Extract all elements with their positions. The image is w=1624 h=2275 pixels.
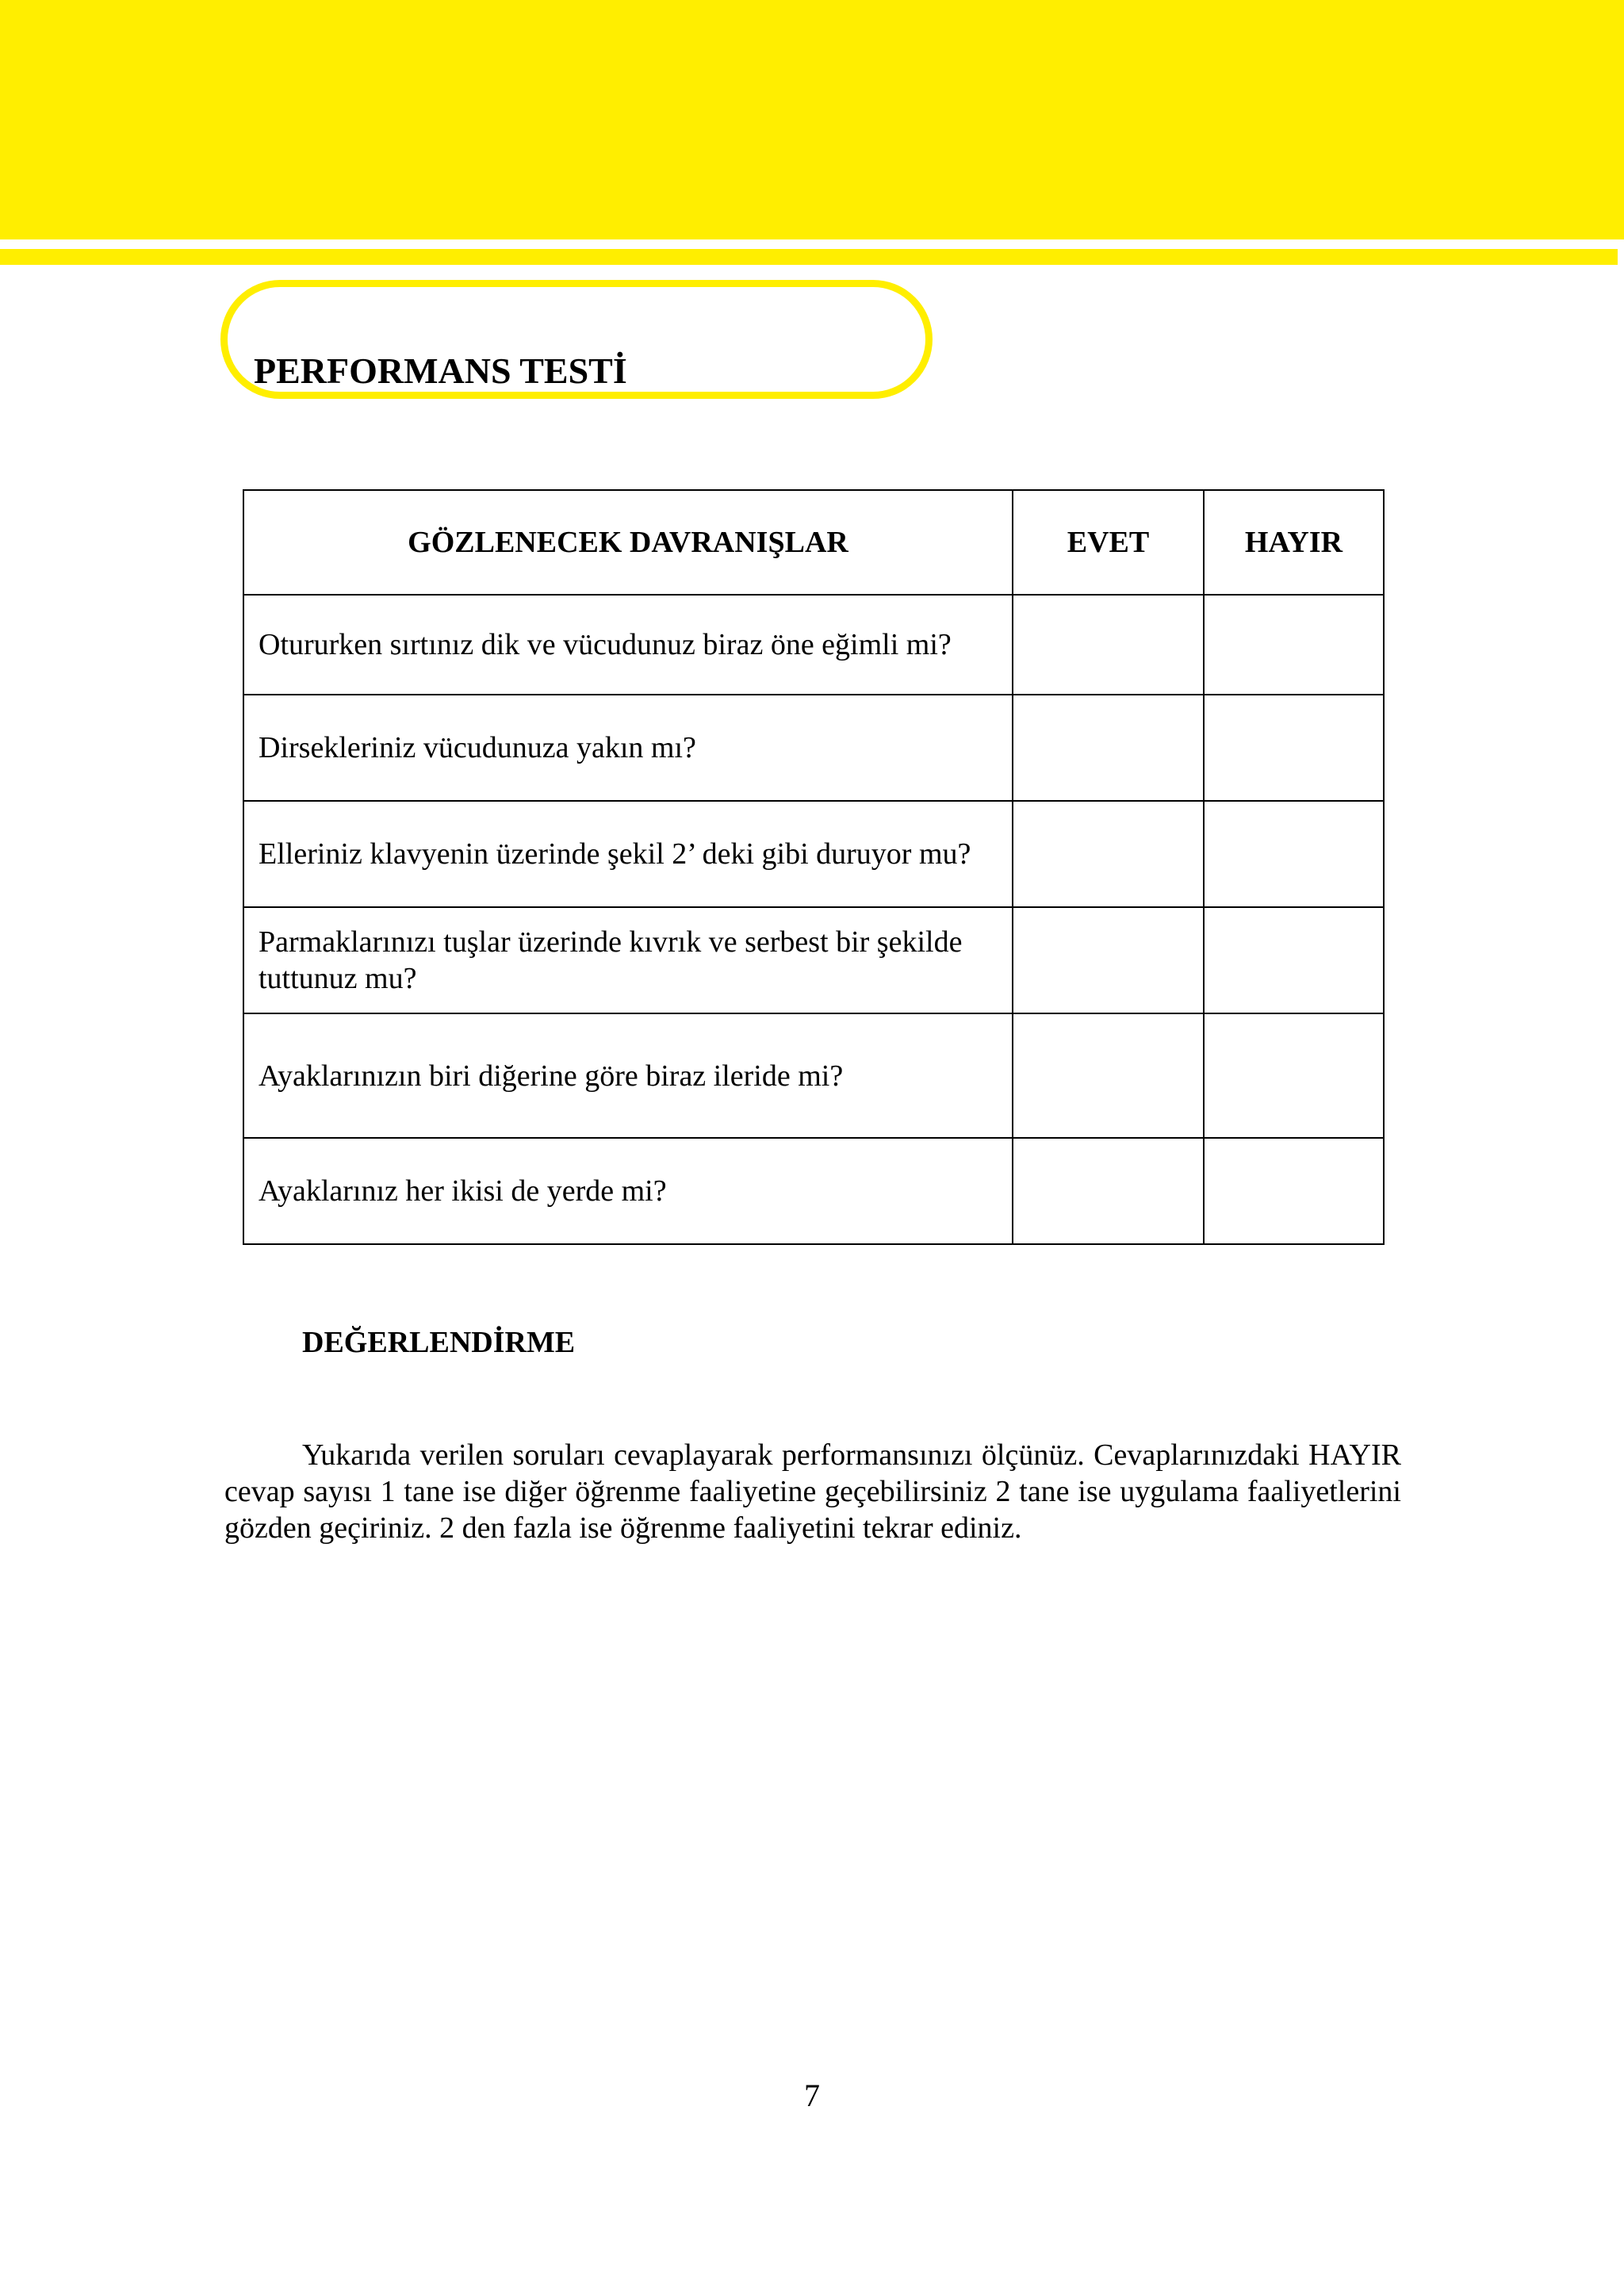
evaluation-heading: DEĞERLENDİRME (302, 1326, 576, 1359)
header-yes: EVET (1013, 490, 1204, 595)
table-row (243, 1138, 1384, 1244)
behavior-cell: Otururken sırtınız dik ve vücudunuz biraz öne eğimli mi? (243, 595, 1013, 695)
yes-cell[interactable] (1013, 1138, 1204, 1244)
table-row (243, 801, 1384, 907)
evaluation-text: Yukarıda verilen soruları cevaplayarak performansınızı ölçünüz. Cevaplarınızdaki HAYIR cevap sayısı 1 tane ise diğer öğrenme faaliyetine geçebilirsiniz 2 tane ise uygulama faaliyetlerini gözden geçiriniz. 2 den fazla ise öğrenme faaliyetini tekrar ediniz. (224, 1438, 1401, 1545)
no-cell[interactable] (1204, 695, 1384, 801)
behavior-cell: Ayaklarınızın biri diğerine göre biraz ileride mi? (243, 1013, 1013, 1138)
no-cell[interactable] (1204, 801, 1384, 907)
header-no: HAYIR (1204, 490, 1384, 595)
performance-test-table (243, 489, 1385, 1245)
header-yellow-band (0, 0, 1624, 239)
header-yellow-stripe (0, 249, 1618, 265)
behavior-cell: Elleriniz klavyenin üzerinde şekil 2’ deki gibi duruyor mu? (243, 801, 1013, 907)
page-title: PERFORMANS TESTİ (254, 350, 627, 391)
table-row (243, 907, 1384, 1013)
yes-cell[interactable] (1013, 595, 1204, 695)
behavior-cell: Ayaklarınız her ikisi de yerde mi? (243, 1138, 1013, 1244)
behavior-cell: Parmaklarınızı tuşlar üzerinde kıvrık ve serbest bir şekilde tuttunuz mu? (243, 907, 1013, 1013)
table-header-row (243, 490, 1384, 595)
no-cell[interactable] (1204, 1138, 1384, 1244)
page-number: 7 (804, 2078, 820, 2113)
table-row (243, 595, 1384, 695)
behavior-cell: Dirsekleriniz vücudunuza yakın mı? (243, 695, 1013, 801)
no-cell[interactable] (1204, 1013, 1384, 1138)
yes-cell[interactable] (1013, 801, 1204, 907)
no-cell[interactable] (1204, 907, 1384, 1013)
table-row (243, 1013, 1384, 1138)
yes-cell[interactable] (1013, 695, 1204, 801)
yes-cell[interactable] (1013, 907, 1204, 1013)
table-row (243, 695, 1384, 801)
no-cell[interactable] (1204, 595, 1384, 695)
header-behaviors: GÖZLENECEK DAVRANIŞLAR (243, 490, 1013, 595)
yes-cell[interactable] (1013, 1013, 1204, 1138)
